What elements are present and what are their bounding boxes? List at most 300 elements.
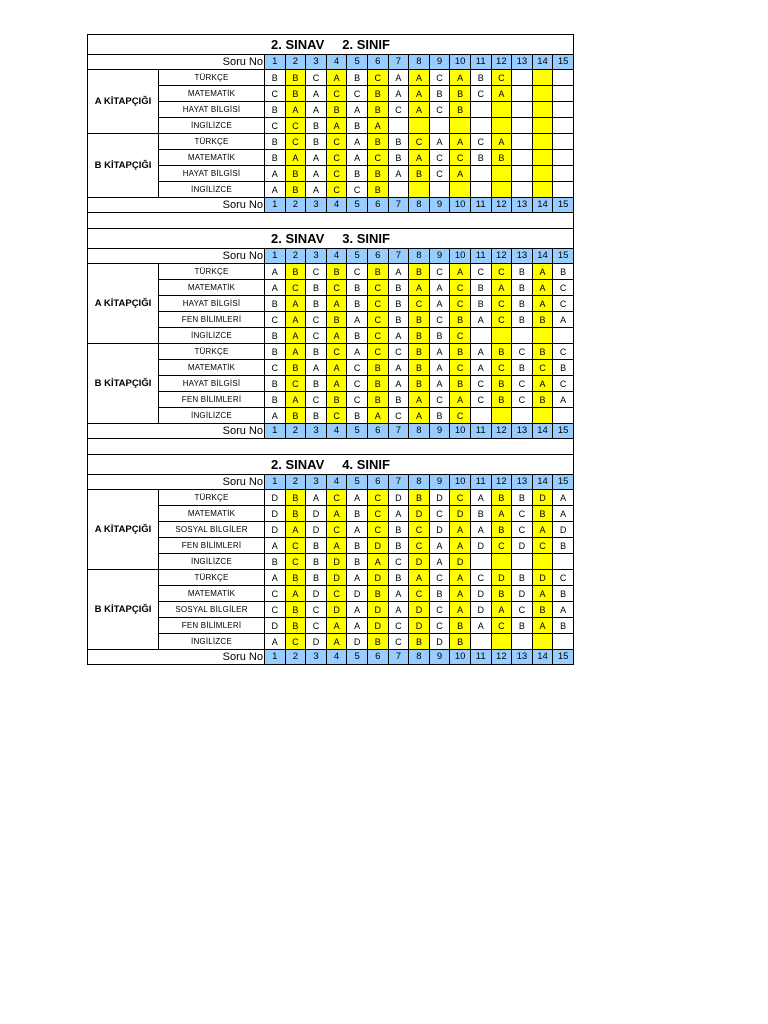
answer-cell: A [532,522,553,538]
answer-cell: A [285,312,306,328]
question-number-cell: 5 [347,249,368,264]
subject-label: MATEMATİK [159,506,265,522]
answer-cell: C [450,150,471,166]
answer-cell [532,118,553,134]
answer-cell: C [429,506,450,522]
answer-row [88,408,574,424]
grade-label: 3. SINIF [342,230,390,246]
answer-cell: A [409,392,430,408]
answer-cell: D [512,586,533,602]
answer-cell: C [512,392,533,408]
answer-cell: B [512,490,533,506]
question-number-cell: 12 [491,55,512,70]
answer-cell: C [285,554,306,570]
answer-cell: A [429,376,450,392]
answer-cell: C [491,360,512,376]
answer-cell: A [285,522,306,538]
answer-cell: B [429,408,450,424]
answer-cell: C [388,408,409,424]
answer-cell: A [326,118,347,134]
question-number-cell: 8 [409,475,430,490]
answer-cell: C [347,264,368,280]
question-number-cell: 8 [409,55,430,70]
answer-cell: D [347,634,368,650]
answer-cell: A [553,506,574,522]
answer-cell [553,408,574,424]
answer-cell: A [532,264,553,280]
answer-row [88,166,574,182]
answer-cell: B [470,70,491,86]
answer-cell: D [532,490,553,506]
answer-cell: B [347,554,368,570]
question-number-cell: 10 [450,249,471,264]
answer-cell [470,554,491,570]
answer-cell: C [306,392,327,408]
answer-cell: B [347,408,368,424]
answer-cell: B [367,102,388,118]
answer-cell: D [388,490,409,506]
answer-cell: C [429,312,450,328]
answer-cell: A [265,570,286,586]
answer-cell: B [285,506,306,522]
question-number-cell: 9 [429,424,450,439]
question-number-cell: 6 [367,424,388,439]
answer-cell: B [409,344,430,360]
answer-cell: A [306,490,327,506]
question-number-cell: 2 [285,198,306,213]
answer-cell: C [429,602,450,618]
question-number-cell: 14 [532,249,553,264]
answer-cell: C [553,280,574,296]
answer-cell: A [367,118,388,134]
answer-cell: C [326,490,347,506]
answer-cell: A [553,392,574,408]
question-number-cell: 13 [512,55,533,70]
answer-cell [491,166,512,182]
answer-cell: C [553,296,574,312]
answer-row [88,376,574,392]
question-number-cell: 3 [306,198,327,213]
question-number-cell: 6 [367,55,388,70]
soru-no-label: Soru No [88,55,265,70]
answer-cell: A [429,360,450,376]
answer-cell [470,634,491,650]
answer-cell [388,118,409,134]
answer-cell: C [265,602,286,618]
answer-cell: B [265,392,286,408]
answer-row [88,538,574,554]
section-title-row [88,35,574,55]
question-number-cell: 6 [367,249,388,264]
answer-cell: C [367,344,388,360]
answer-cell [532,328,553,344]
answer-cell: B [306,376,327,392]
subject-label: FEN BİLİMLERİ [159,392,265,408]
section-title [88,229,574,249]
answer-cell [470,102,491,118]
answer-cell [553,102,574,118]
answer-cell: B [367,360,388,376]
question-number-cell: 3 [306,55,327,70]
answer-cell: B [306,570,327,586]
answer-cell: C [553,376,574,392]
question-number-cell: 15 [553,55,574,70]
answer-row [88,296,574,312]
subject-label: İNGİLİZCE [159,118,265,134]
answer-cell: C [265,586,286,602]
answer-cell: C [347,392,368,408]
answer-cell: B [388,392,409,408]
question-number-cell: 11 [470,475,491,490]
answer-cell: D [491,570,512,586]
answer-cell [532,86,553,102]
answer-cell: C [306,618,327,634]
answer-cell: D [409,554,430,570]
answer-cell: A [265,538,286,554]
answer-cell: B [512,570,533,586]
answer-key-table [87,34,574,665]
answer-cell: C [553,570,574,586]
answer-cell: A [285,586,306,602]
answer-cell: A [470,490,491,506]
question-number-row-top [88,475,574,490]
answer-cell: A [326,506,347,522]
answer-cell: B [367,134,388,150]
answer-cell: B [409,312,430,328]
answer-cell: C [347,376,368,392]
answer-cell: A [306,166,327,182]
answer-cell: B [265,296,286,312]
section-title-row [88,455,574,475]
question-number-cell: 11 [470,198,491,213]
soru-no-label: Soru No [88,650,265,665]
answer-cell: C [367,280,388,296]
answer-cell: B [347,280,368,296]
answer-cell: B [532,602,553,618]
answer-cell [553,166,574,182]
answer-cell: A [388,506,409,522]
answer-cell: C [512,376,533,392]
answer-cell: A [450,70,471,86]
answer-cell: C [285,118,306,134]
answer-cell: C [285,134,306,150]
answer-cell: A [347,344,368,360]
answer-cell: B [512,264,533,280]
answer-cell: B [512,618,533,634]
answer-cell: A [388,70,409,86]
answer-cell: C [388,618,409,634]
answer-cell: B [306,408,327,424]
answer-cell: C [429,102,450,118]
answer-cell: B [306,134,327,150]
question-number-cell: 4 [326,424,347,439]
grade-label: 4. SINIF [342,456,390,472]
question-number-cell: 15 [553,198,574,213]
answer-cell: A [347,490,368,506]
subject-label: İNGİLİZCE [159,408,265,424]
answer-row [88,102,574,118]
answer-cell: B [265,328,286,344]
answer-cell: C [409,538,430,554]
answer-cell: C [491,264,512,280]
answer-cell: C [306,312,327,328]
answer-cell: A [285,150,306,166]
answer-cell: B [491,522,512,538]
answer-cell: C [306,328,327,344]
booklet-label: A KİTAPÇIĞI [88,264,159,344]
answer-cell: A [409,408,430,424]
answer-cell: A [285,102,306,118]
answer-row [88,150,574,166]
answer-cell [491,102,512,118]
answer-cell: A [429,296,450,312]
answer-cell: A [326,618,347,634]
question-number-cell: 8 [409,198,430,213]
question-number-cell: 2 [285,424,306,439]
question-number-cell: 5 [347,650,368,665]
question-number-cell: 12 [491,475,512,490]
answer-cell: B [491,376,512,392]
answer-cell: A [409,102,430,118]
question-number-cell: 13 [512,424,533,439]
section-spacer [88,213,574,229]
answer-cell [450,182,471,198]
answer-cell [470,118,491,134]
answer-cell: B [429,586,450,602]
answer-cell: A [532,618,553,634]
booklet-label: A KİTAPÇIĞI [88,70,159,134]
answer-cell [409,182,430,198]
answer-cell [470,328,491,344]
question-number-cell: 12 [491,424,512,439]
question-number-cell: 12 [491,650,512,665]
answer-cell: A [409,150,430,166]
answer-cell: B [388,150,409,166]
question-number-cell: 4 [326,249,347,264]
answer-cell: B [265,134,286,150]
answer-cell: C [470,134,491,150]
answer-cell: B [285,70,306,86]
answer-cell [491,634,512,650]
answer-cell: B [491,392,512,408]
answer-cell [512,118,533,134]
answer-cell: B [285,182,306,198]
answer-cell: B [409,490,430,506]
answer-row [88,490,574,506]
answer-cell: A [388,328,409,344]
answer-cell: B [491,490,512,506]
answer-cell [553,86,574,102]
subject-label: HAYAT BİLGİSİ [159,376,265,392]
answer-cell [512,554,533,570]
subject-label: SOSYAL BİLGİLER [159,602,265,618]
subject-label: FEN BİLİMLERİ [159,538,265,554]
answer-cell: D [306,586,327,602]
answer-cell: A [409,280,430,296]
subject-label: FEN BİLİMLERİ [159,312,265,328]
answer-cell: C [388,102,409,118]
answer-cell [429,182,450,198]
answer-cell: C [367,490,388,506]
answer-cell: A [491,86,512,102]
answer-cell [532,166,553,182]
answer-cell: A [347,522,368,538]
answer-cell: D [367,618,388,634]
question-number-cell: 1 [265,198,286,213]
question-number-cell: 4 [326,650,347,665]
answer-cell: C [491,312,512,328]
answer-cell [532,182,553,198]
answer-cell: B [367,182,388,198]
question-number-cell: 14 [532,424,553,439]
answer-cell: C [367,522,388,538]
answer-cell: B [553,360,574,376]
answer-cell: C [429,70,450,86]
answer-cell: B [450,102,471,118]
answer-cell: B [409,634,430,650]
answer-cell: C [409,586,430,602]
question-number-cell: 7 [388,650,409,665]
soru-no-label: Soru No [88,249,265,264]
answer-cell: B [306,538,327,554]
answer-cell: C [265,312,286,328]
question-number-row-top [88,55,574,70]
answer-cell: B [347,296,368,312]
answer-cell: C [367,506,388,522]
answer-cell: A [347,134,368,150]
answer-cell [553,554,574,570]
question-number-cell: 1 [265,424,286,439]
answer-cell: A [470,618,491,634]
booklet-label: B KİTAPÇIĞI [88,570,159,650]
question-number-cell: 1 [265,650,286,665]
subject-label: MATEMATİK [159,360,265,376]
answer-cell: A [306,360,327,376]
answer-cell: A [265,408,286,424]
answer-cell: C [409,296,430,312]
answer-cell: B [306,280,327,296]
answer-cell [532,408,553,424]
answer-cell: B [326,264,347,280]
answer-cell: C [470,376,491,392]
answer-cell: C [326,522,347,538]
answer-cell: C [367,328,388,344]
answer-cell: A [326,70,347,86]
answer-cell: B [388,538,409,554]
answer-cell [553,70,574,86]
booklet-label: B KİTAPÇIĞI [88,134,159,198]
answer-cell: B [367,166,388,182]
answer-cell: A [285,392,306,408]
answer-cell: B [512,312,533,328]
answer-cell: A [388,86,409,102]
answer-cell [512,70,533,86]
answer-cell: C [553,344,574,360]
answer-cell: C [470,264,491,280]
answer-cell: C [367,70,388,86]
answer-row [88,618,574,634]
question-number-cell: 10 [450,198,471,213]
answer-cell: A [326,376,347,392]
answer-cell: C [367,150,388,166]
answer-cell: A [429,344,450,360]
answer-cell: C [326,134,347,150]
answer-cell: A [388,166,409,182]
answer-cell: C [347,360,368,376]
question-number-cell: 4 [326,55,347,70]
answer-cell [553,182,574,198]
answer-cell: B [388,134,409,150]
answer-cell: C [512,602,533,618]
question-number-cell: 11 [470,249,491,264]
answer-cell: B [347,166,368,182]
answer-cell [512,102,533,118]
answer-cell: A [388,360,409,376]
answer-cell: C [491,70,512,86]
answer-cell [553,118,574,134]
answer-cell: C [265,86,286,102]
question-number-cell: 15 [553,424,574,439]
answer-cell: A [367,554,388,570]
booklet-label: B KİTAPÇIĞI [88,344,159,424]
answer-cell: B [512,360,533,376]
answer-cell: A [347,312,368,328]
answer-cell: D [450,554,471,570]
answer-cell: B [265,376,286,392]
answer-cell [491,408,512,424]
answer-cell: B [347,506,368,522]
question-number-cell: 14 [532,198,553,213]
answer-cell: C [326,150,347,166]
answer-cell: C [285,280,306,296]
answer-cell: C [512,522,533,538]
subject-label: MATEMATİK [159,86,265,102]
answer-cell: D [265,506,286,522]
answer-cell [532,134,553,150]
answer-cell: C [306,602,327,618]
answer-cell [491,328,512,344]
answer-cell: B [367,376,388,392]
answer-cell: C [326,408,347,424]
answer-cell: C [491,618,512,634]
answer-cell: B [491,586,512,602]
answer-cell: D [326,570,347,586]
answer-cell: C [326,586,347,602]
question-number-cell: 11 [470,55,491,70]
answer-cell: D [265,490,286,506]
answer-cell: D [367,570,388,586]
answer-cell: A [347,602,368,618]
answer-cell: B [388,312,409,328]
question-number-cell: 2 [285,249,306,264]
answer-cell: D [429,634,450,650]
answer-cell: A [450,586,471,602]
section-title [88,455,574,475]
answer-cell [512,86,533,102]
question-number-cell: 7 [388,55,409,70]
answer-row [88,392,574,408]
answer-cell: A [306,86,327,102]
answer-cell: A [388,264,409,280]
answer-cell: A [367,408,388,424]
question-number-cell: 10 [450,475,471,490]
answer-cell: A [491,506,512,522]
answer-cell: A [450,602,471,618]
answer-row [88,328,574,344]
answer-cell: B [326,102,347,118]
question-number-cell: 2 [285,475,306,490]
answer-cell: B [285,490,306,506]
